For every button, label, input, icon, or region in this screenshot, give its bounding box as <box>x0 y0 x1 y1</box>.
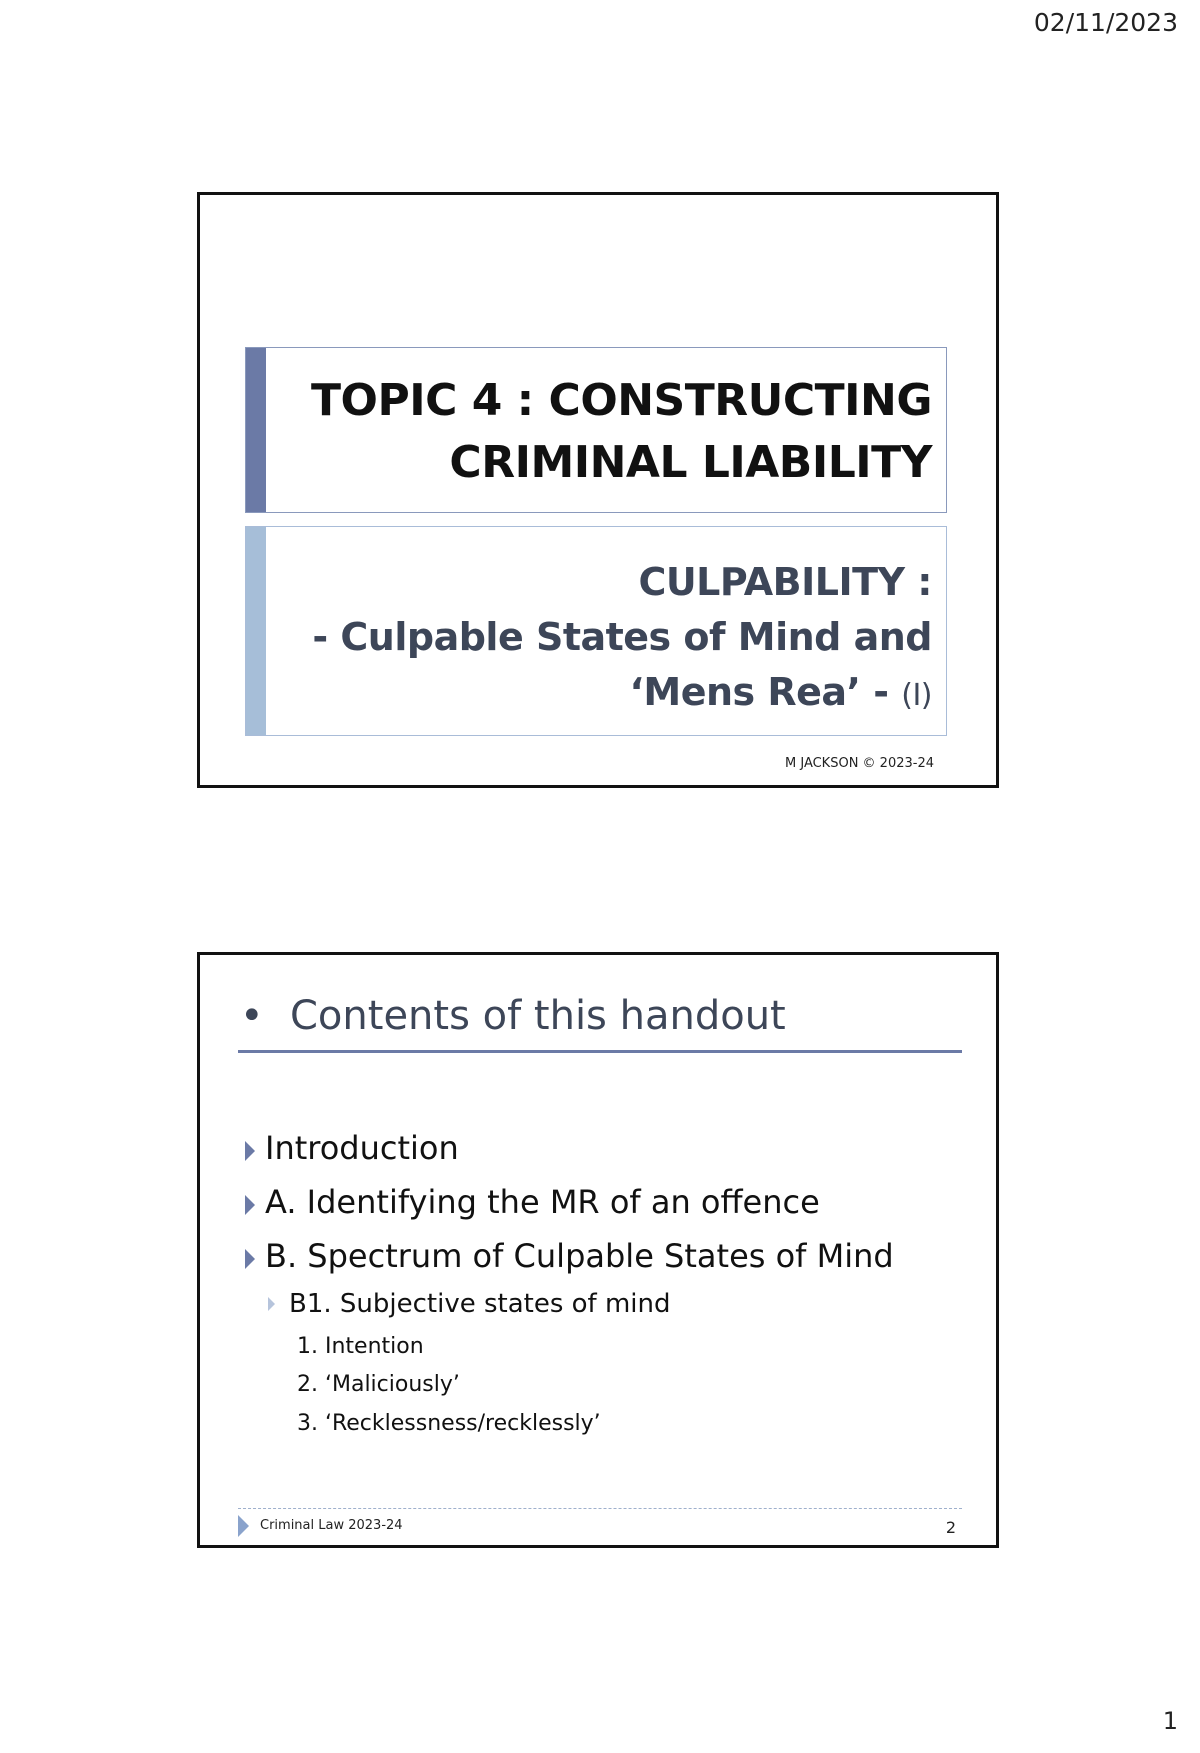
subtitle-part-number: (I) <box>901 678 932 713</box>
triangle-bullet-icon <box>245 1249 255 1269</box>
footer-arrow-icon <box>238 1515 249 1537</box>
list-item <box>245 1237 894 1275</box>
subtitle-line-3 <box>312 665 932 723</box>
subtitle-line-2: - Culpable States of Mind and <box>312 615 932 659</box>
subtitle-line-3-text: ‘Mens Rea’ - <box>629 670 889 714</box>
footer-divider <box>238 1508 962 1509</box>
list-item-text: A. Identifying the MR of an offence <box>265 1183 820 1221</box>
subtitle-accent-bar <box>246 527 266 735</box>
subtitle-box <box>245 526 947 736</box>
page-date: 02/11/2023 <box>1033 8 1178 37</box>
author-credit: M JACKSON © 2023-24 <box>784 756 934 771</box>
sub-list-item-text: B1. Subjective states of mind <box>289 1289 671 1319</box>
triangle-bullet-icon <box>245 1195 255 1215</box>
list-item-text: B. Spectrum of Culpable States of Mind <box>265 1237 894 1275</box>
footer-label: Criminal Law 2023-24 <box>260 1518 403 1533</box>
subtitle-line-1: CULPABILITY : <box>638 560 932 604</box>
list-item-text: Introduction <box>265 1129 459 1167</box>
page-number: 1 <box>1162 1707 1178 1735</box>
heading-bullet: • <box>240 993 264 1039</box>
heading-text: Contents of this handout <box>290 993 786 1039</box>
slide-subtitle <box>312 555 932 723</box>
numbered-item: 2. ‘Maliciously’ <box>297 1372 460 1397</box>
heading-underline <box>238 1050 962 1053</box>
title-line-1: TOPIC 4 : CONSTRUCTING <box>311 375 932 426</box>
triangle-bullet-icon <box>245 1141 255 1161</box>
numbered-item: 3. ‘Recklessness/recklessly’ <box>297 1411 601 1436</box>
title-line-2: CRIMINAL LIABILITY <box>449 437 932 488</box>
list-item <box>245 1129 459 1167</box>
contents-slide <box>197 952 999 1548</box>
title-box <box>245 347 947 513</box>
list-item <box>245 1183 820 1221</box>
sub-list-item <box>268 1289 671 1319</box>
contents-heading <box>240 993 786 1039</box>
numbered-item: 1. Intention <box>297 1334 424 1359</box>
title-accent-bar <box>246 348 266 512</box>
slide-title <box>311 370 932 494</box>
small-triangle-bullet-icon <box>268 1297 275 1311</box>
slide-number: 2 <box>945 1518 956 1537</box>
title-slide <box>197 192 999 788</box>
